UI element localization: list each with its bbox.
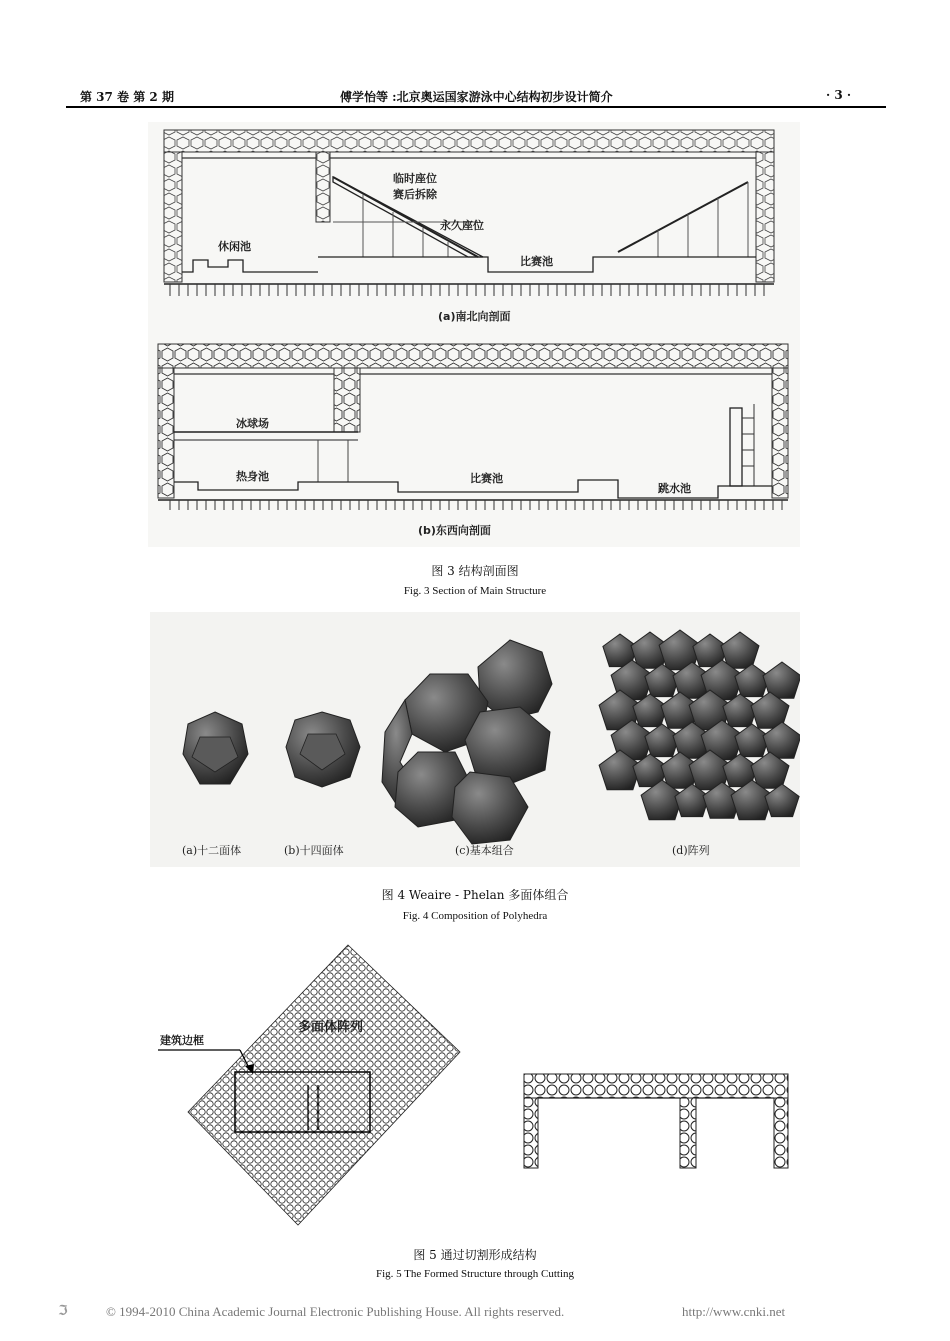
label-ice-rink: 冰球场 [236,417,269,430]
label-warmup-pool: 热身池 [236,470,269,483]
label-tetrakaidecahedron: (b)十四面体 [284,844,344,857]
polyhedra-array-diamond [180,940,470,1230]
label-leisure-pool: 休闲池 [218,240,251,253]
resulting-structure [524,1074,788,1168]
figure-3-caption-en: Fig. 3 Section of Main Structure [403,585,547,597]
label-diving-pool: 跳水池 [658,482,691,495]
array-cell [721,632,759,668]
header-volume: 第 37 卷 第 2 期 [80,90,174,104]
figure-4-panel [150,612,800,867]
label-competition-pool-b: 比赛池 [470,472,503,485]
tetrakaidecahedron [286,712,360,787]
label-dodecahedron: (a)十二面体 [182,844,242,857]
header-rule [66,106,886,108]
header-title: 傅学怡等 :北京奥运国家游泳中心结构初步设计简介 [340,90,613,104]
polyhedra-array [599,630,800,820]
label-architectural-frame: 建筑边框 [160,1034,204,1047]
polyhedra-rendering [150,612,800,867]
svg-text:ℑ: ℑ [58,1303,68,1319]
cutting-diagram [150,940,800,1230]
basic-composition [382,640,552,844]
caption-section-b: (b)东西向剖面 [418,524,491,537]
dodecahedron [183,712,248,784]
section-a [164,130,774,296]
array-cell [765,784,799,817]
figure-4-caption-cn: 图 4 Weaire - Phelan 多面体组合 [381,888,569,902]
figure-3-caption-cn: 图 3 结构剖面图 [431,564,519,578]
header-page-number: · 3 · [826,88,852,102]
publisher-logo-icon [52,1300,90,1320]
section-drawing [148,122,800,547]
label-permanent-seats: 永久座位 [440,219,484,232]
label-temp-seats-1: 临时座位 [393,172,437,185]
footer-url-link[interactable]: http://www.cnki.net [682,1304,786,1319]
label-competition-pool-a: 比赛池 [520,255,553,268]
figure-3-panel [148,122,800,547]
label-temp-seats-2: 赛后拆除 [393,188,437,201]
figure-4-caption-en: Fig. 4 Composition of Polyhedra [402,910,548,922]
caption-section-a: (a)南北向剖面 [438,310,511,323]
figure-5-caption-cn: 图 5 通过切割形成结构 [413,1248,537,1262]
label-array: (d)阵列 [672,844,710,857]
figure-5-panel [150,940,800,1230]
label-basic-composition: (c)基本组合 [455,844,514,857]
footer-copyright: © 1994-2010 China Academic Journal Electronic Publishing House. All rights reserved. [106,1304,565,1319]
label-polyhedra-array: 多面体阵列 [298,1020,364,1035]
figure-5-caption-en: Fig. 5 The Formed Structure through Cutting [375,1268,575,1280]
